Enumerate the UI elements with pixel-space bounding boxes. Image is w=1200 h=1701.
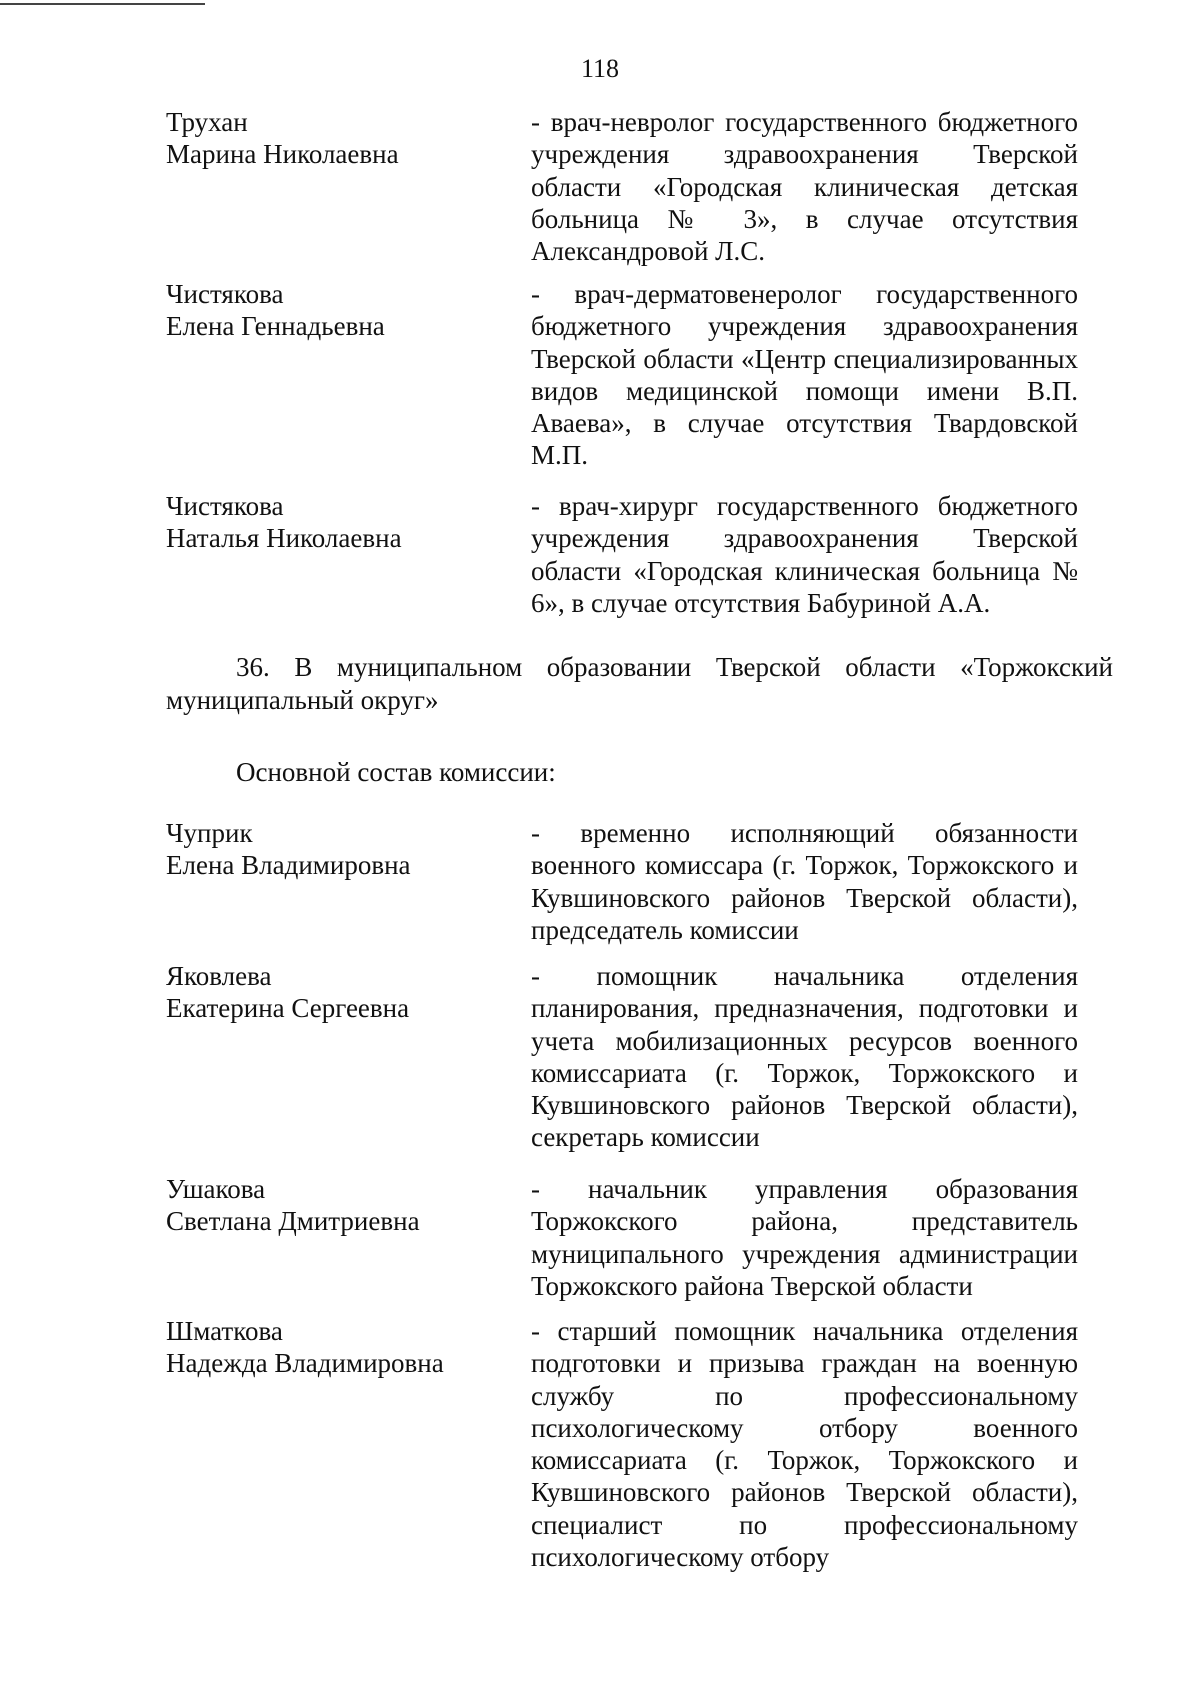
member-given-names: Надежда Владимировна [166,1348,444,1378]
member-description: - временно исполняющий обязанности военного комиссара (г. Торжок, Торжокского и Кувшиновского районов Тверской области), председатель комиссии [531,818,1078,945]
top-edge-rule [0,3,205,5]
member-description: - врач-хирург государственного бюджетного учреждения здравоохранения Тверской области «Городская клиническая больница № 6», в случае отсутствия Бабуриной А.А. [531,491,1078,618]
member-given-names: Елена Геннадьевна [166,311,385,341]
member-given-names: Екатерина Сергеевна [166,993,410,1023]
commission-subheading: Основной состав комиссии: [236,757,556,787]
member-description: - старший помощник начальника отделения подготовки и призыва граждан на военную службу по профессиональному психологическому отбору военного комиссариата (г. Торжок, Торжокского и Кувшиновского районов Тверской области), специалист по профессиональному психологическому отбору [531,1316,1078,1573]
member-name [166,490,526,554]
member-name [166,1315,526,1379]
member-surname: Чуприк [166,818,253,848]
page-number: 118 [580,54,620,83]
member-given-names: Марина Николаевна [166,139,399,169]
member-description: - врач-невролог государственного бюджетного учреждения здравоохранения Тверской области «Городская клиническая детская больница № 3», в случае отсутствия Александровой Л.С. [531,107,1078,267]
member-surname: Ушакова [166,1174,266,1204]
member-name [166,1173,526,1237]
member-name [166,817,526,881]
member-name [166,960,526,1024]
member-surname: Трухан [166,107,248,137]
member-description: - начальник управления образования Торжокского района, представитель муниципального учреждения администрации Торжокского района Тверской области [531,1174,1078,1301]
member-given-names: Елена Владимировна [166,850,411,880]
member-name [166,278,526,342]
member-surname: Чистякова [166,491,284,521]
member-surname: Шматкова [166,1316,283,1346]
section-heading: 36. В муниципальном образовании Тверской области «Торжокский муниципальный округ» [166,652,1113,715]
member-given-names: Наталья Николаевна [166,523,402,553]
member-given-names: Светлана Дмитриевна [166,1206,420,1236]
member-description: - помощник начальника отделения планирования, предназначения, подготовки и учета мобилизационных ресурсов военного комиссариата (г. Торжок, Торжокского и Кувшиновского районов Тверской области), секретарь комиссии [531,961,1078,1153]
member-description: - врач-дерматовенеролог государственного бюджетного учреждения здравоохранения Тверской области «Центр специализированных видов медицинской помощи имени В.П. Аваева», в случае отсутствия Твардовской М.П. [531,279,1078,471]
member-name [166,106,526,170]
member-surname: Яковлева [166,961,272,991]
member-surname: Чистякова [166,279,284,309]
